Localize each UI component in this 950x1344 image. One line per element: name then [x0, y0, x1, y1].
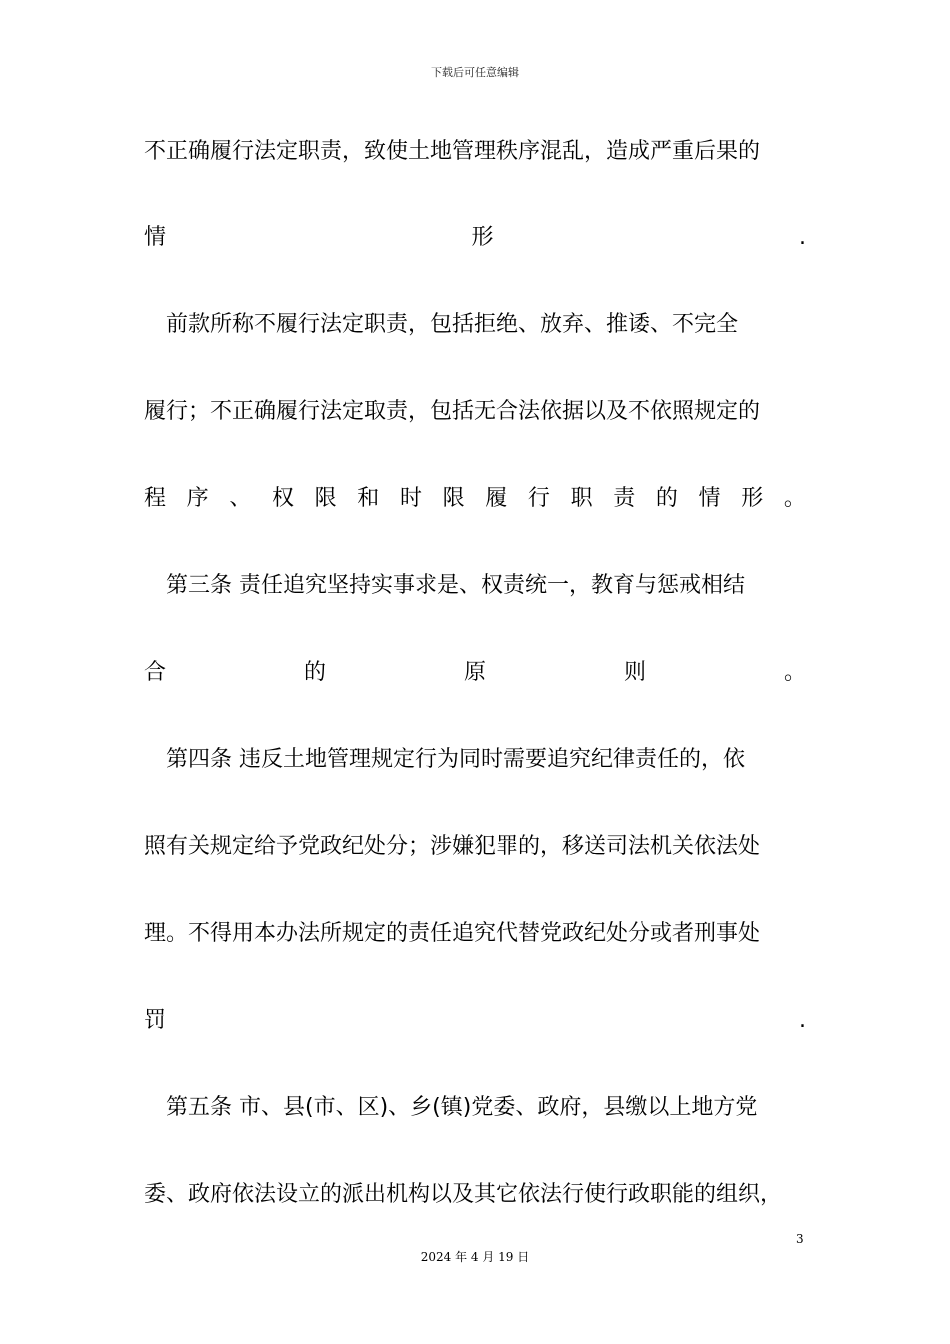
text-line: 照有关规定给予党政纪处分；涉嫌犯罪的，移送司法机关依法处 — [144, 834, 761, 859]
justified-char: 形 — [471, 225, 494, 250]
text-line: 第四条 违反土地管理规定行为同时需要追究纪律责任的，依 — [144, 747, 745, 772]
justified-char: 的 — [655, 486, 678, 511]
page-header: 下载后可任意编辑 — [431, 66, 519, 79]
justified-char: 限 — [442, 486, 465, 511]
page-footer-date: 2024 年 4 月 19 日 — [420, 1250, 530, 1264]
justified-char: 序 — [186, 486, 209, 511]
justified-char: 则 — [623, 660, 646, 685]
text-line: 委、政府依法设立的派出机构以及其它依法行使行政职能的组织， — [144, 1182, 783, 1207]
justified-char: 。 — [783, 660, 806, 685]
text-line — [144, 479, 806, 519]
justified-char: 情 — [698, 486, 721, 511]
text-line: 第三条 责任追究坚持实事求是、权责统一，教育与惩戒相结 — [144, 573, 745, 598]
justified-char: 责 — [613, 486, 636, 511]
justified-char: 权 — [271, 486, 294, 511]
text-line — [144, 218, 806, 258]
justified-char: 行 — [527, 486, 550, 511]
justified-char: 和 — [357, 486, 380, 511]
justified-char: 的 — [303, 660, 326, 685]
justified-char: 时 — [399, 486, 422, 511]
justified-char: 。 — [783, 486, 806, 511]
text-line — [144, 1001, 806, 1041]
text-line: 不正确履行法定职责，致使土地管理秩序混乱，造成严重后果的 — [144, 139, 761, 164]
text-line: 前款所称不履行法定职责，包括拒绝、放弃、推诿、不完全 — [144, 312, 739, 337]
justified-char: . — [799, 225, 806, 250]
justified-char: 履 — [485, 486, 508, 511]
justified-char: 合 — [144, 660, 167, 685]
text-line: 理。不得用本办法所规定的责任追究代替党政纪处分或者刑事处 — [144, 921, 761, 946]
justified-char: 限 — [314, 486, 337, 511]
justified-char: 职 — [570, 486, 593, 511]
justified-char: 情 — [144, 225, 167, 250]
justified-char: 、 — [229, 486, 252, 511]
text-line: 履行；不正确履行法定取责，包括无合法依据以及不依照规定的 — [144, 399, 761, 424]
justified-char: . — [799, 1008, 806, 1033]
justified-char: 程 — [144, 486, 167, 511]
justified-char: 原 — [463, 660, 486, 685]
justified-char: 形 — [741, 486, 764, 511]
page-number: 3 — [796, 1232, 804, 1246]
text-line: 第五条 市、县(市、区)、乡(镇)党委、政府，县缴以上地方党 — [144, 1095, 758, 1120]
justified-char: 罚 — [144, 1008, 167, 1033]
text-line — [144, 653, 806, 693]
